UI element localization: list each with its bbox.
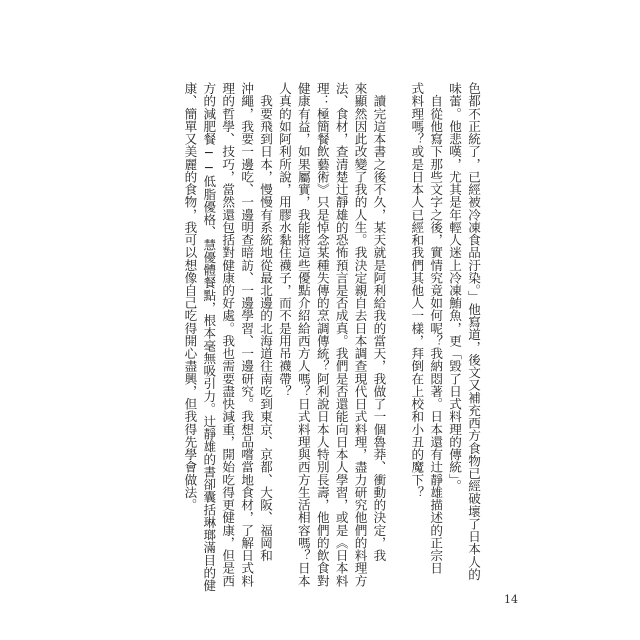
text-column: 味蕾。他悲嘆，尤其是年輕人迷上冷凍鮪魚，更「毀了日式料理的傳統」。 [447,82,463,493]
text-column: 來顯然因此改變了我的人生。我決定親自去日本調查現代日式料理，盡力研究他們的料理方 [352,82,368,587]
text-column: 自從他寫下那些文字之後，實情究竟如何呢？我納悶著。日本還有辻靜雄描述的正宗日 [428,82,444,575]
text-column: 沖繩，我要一邊吃、一邊明查暗訪、一邊學習、一邊研究。我想品嚐當地食材，了解日式料 [239,82,255,587]
text-column: 方的減肥餐──低脂優格、慧優體餐點，根本毫無吸引力。辻靜雄的書卻囊括琳瑯滿目的健 [201,82,217,592]
text-column: 理的哲學、技巧，當然還包括對健康的好處。我也需要盡快減重，開始吃得更健康，但是西 [220,82,236,587]
text-column: 法、食材，查清楚辻靜雄的恐怖預言是否成真。我們是否還能向日本人學習，或是《日本料 [333,82,349,587]
text-column: 式料理嗎？或是日本人已經和我們其他人一樣，拜倒在上校和小丑的魔下？ [409,82,425,499]
text-column: 我要飛到日本，慢慢有系統地從最北邊的北海道往南吃到東京、京都、大阪、福岡和 [258,82,274,562]
text-column: 讀完這本書之後不久，某天就是阿利給我的當天，我做了一個魯莽、衝動的決定，我 [371,82,387,562]
text-column: 人真的如阿利所說，用膠水黏住襪子，而不是用吊襪帶？ [276,82,292,398]
text-column: 色都不正統了，已經被冷凍食品汙染。」他寫道，後文又補充西方食物已經破壞了日本人的 [466,82,481,581]
paragraph-gap [387,82,406,572]
page-number: 14 [504,593,518,606]
text-column: 理：極簡餐飲藝術》只是悼念某種失傳的烹調傳統？阿利說日本人特別長壽，他們的飲食對 [314,82,330,587]
vertical-text-body [180,82,483,592]
text-column: 健康有益，如果屬實，我能將這些優點介紹給西方人嗎？日式料理與西方生活相容嗎？日本 [295,82,311,587]
text-column: 康、簡單又美麗的食物，我可以想像自己吃得開心盡興，但我得先學會做法。 [182,82,198,512]
